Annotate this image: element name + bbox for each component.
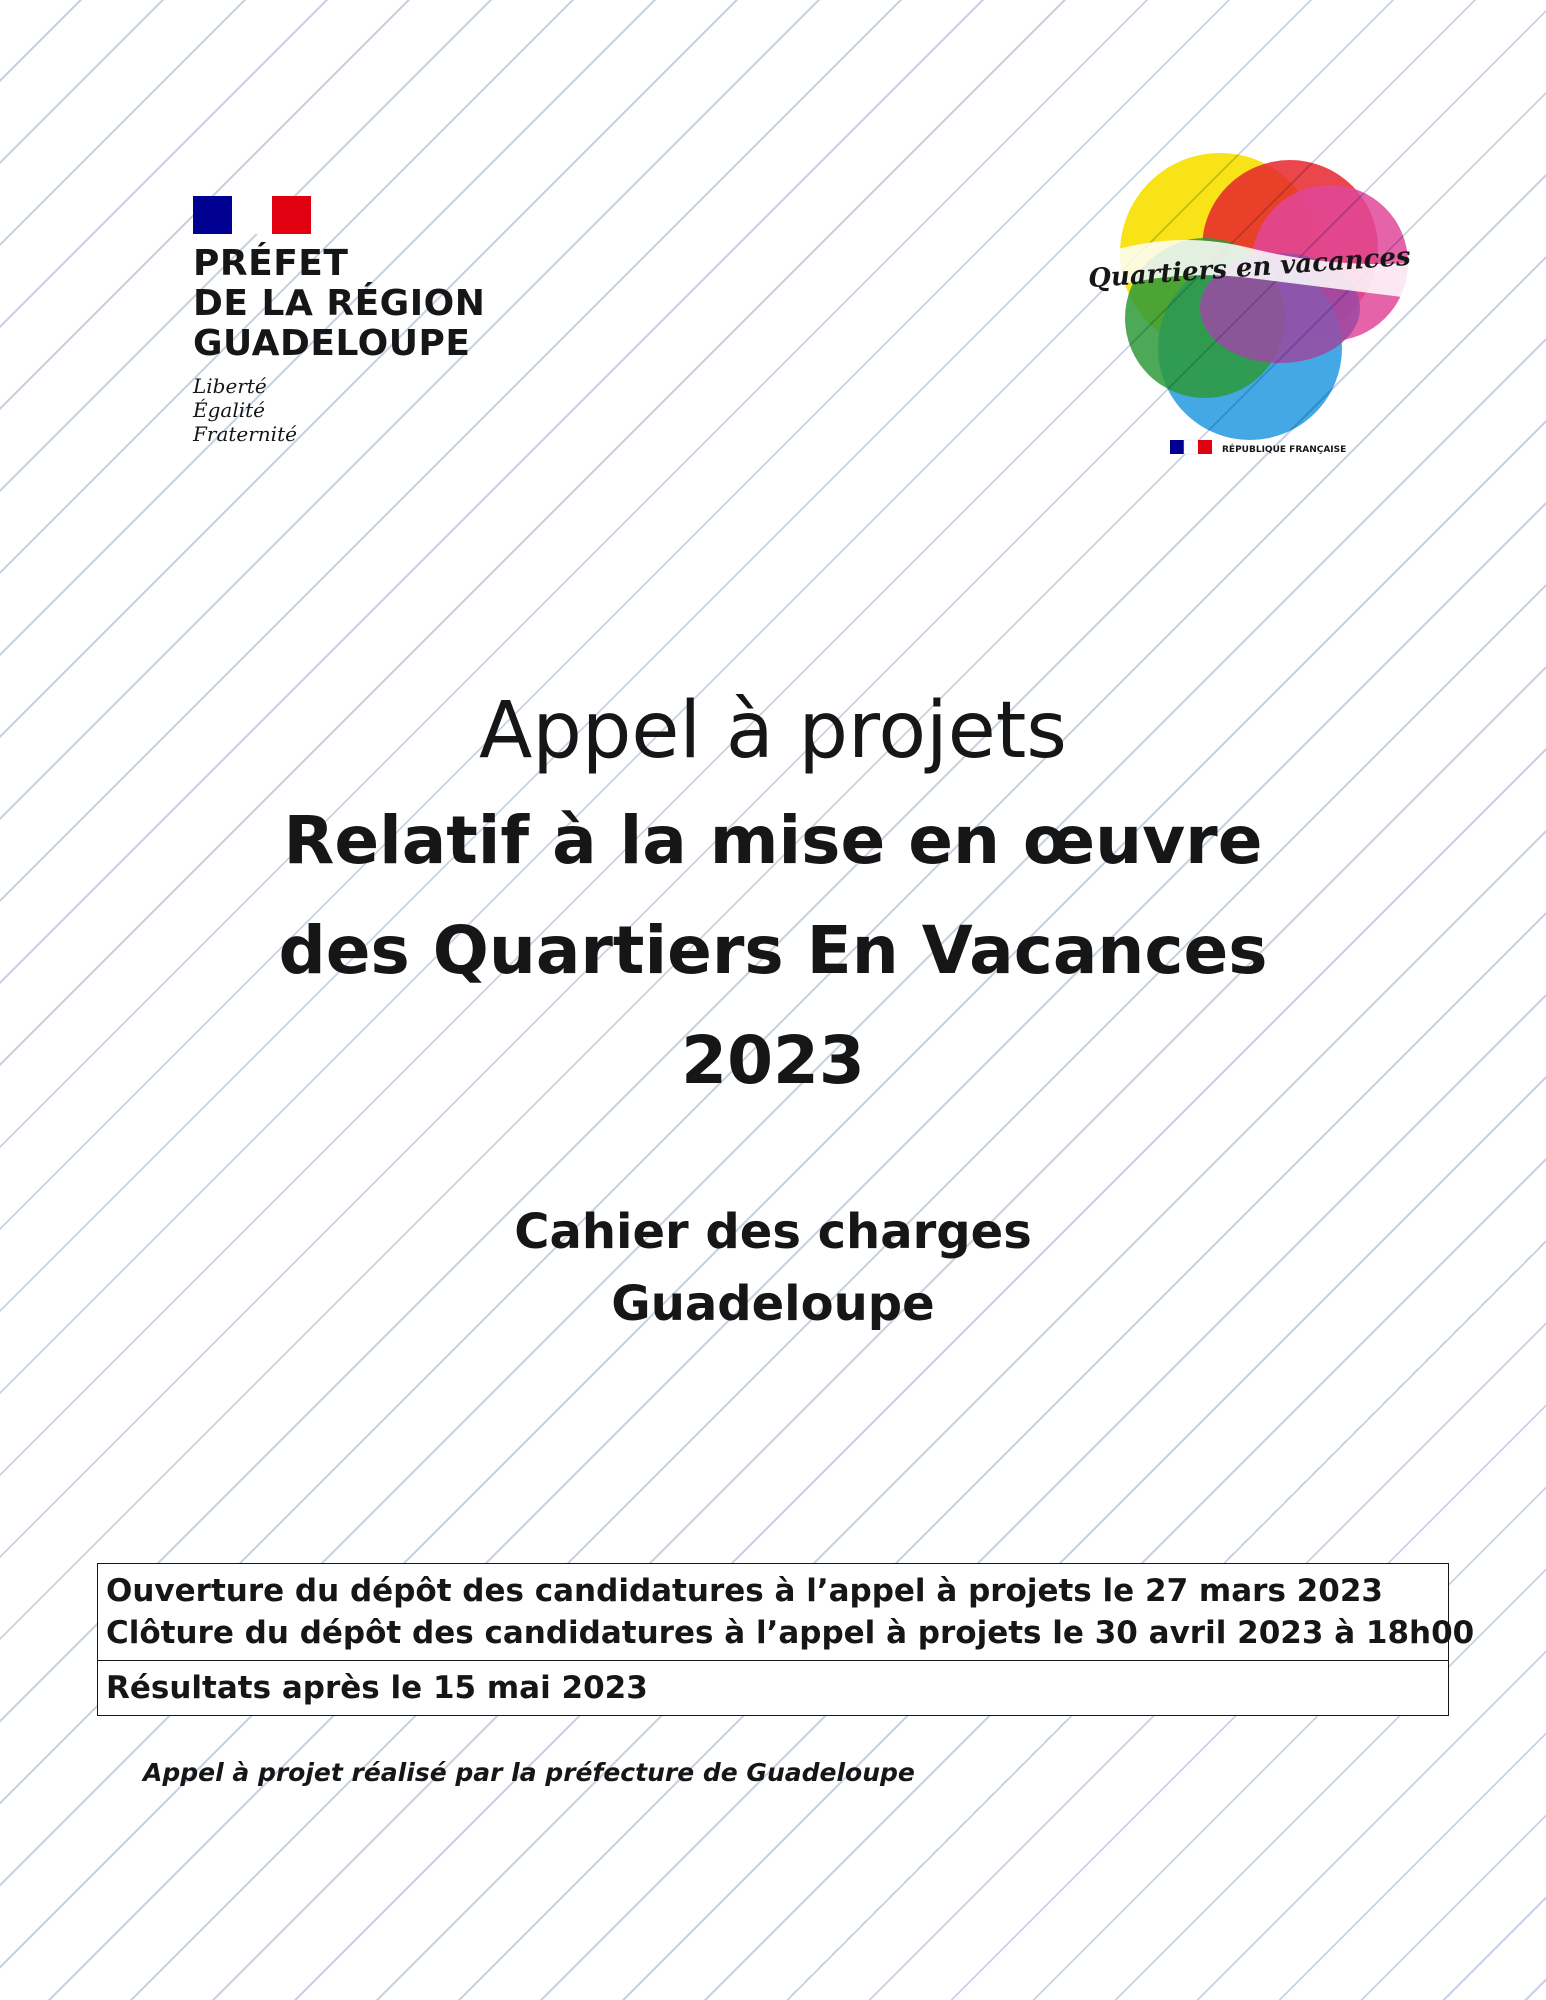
closing-date-text: Clôture du dépôt des candidatures à l’appel à projets le 30 avril 2023 à 18h00 <box>106 1615 1475 1651</box>
dates-table <box>97 1563 1475 1716</box>
title-line-4: 2023 <box>681 1022 865 1099</box>
subtitle-line-1: Cahier des charges <box>514 1204 1032 1260</box>
title-line-1: Appel à projets <box>479 686 1067 776</box>
subtitle-line-2: Guadeloupe <box>611 1276 935 1332</box>
prefet-logo <box>193 196 533 446</box>
qev-logo-text: Quartiers en vacances <box>1087 241 1412 295</box>
republique-francaise-text: RÉPUBLIQUE FRANÇAISE <box>1222 445 1347 455</box>
title-line-2: Relatif à la mise en œuvre <box>283 802 1263 879</box>
marianne-flag-icon <box>193 196 311 234</box>
dates-row-deposit <box>98 1564 1475 1660</box>
quartiers-en-vacances-logo <box>1080 138 1420 458</box>
footer-note: Appel à projet réalisé par la préfecture de Guadeloupe <box>143 1758 915 1787</box>
title-block <box>0 676 1546 1116</box>
results-date-text: Résultats après le 15 mai 2023 <box>106 1670 648 1706</box>
prefet-line: DE LA RÉGION <box>193 283 486 324</box>
prefet-line: GUADELOUPE <box>193 323 471 364</box>
subtitle-block <box>0 1196 1546 1340</box>
prefet-title <box>193 244 533 364</box>
title-line-3: des Quartiers En Vacances <box>278 912 1268 989</box>
opening-date-text: Ouverture du dépôt des candidatures à l’appel à projets le 27 mars 2023 <box>106 1573 1383 1609</box>
devise-line: Égalité <box>193 398 265 422</box>
dates-row-results <box>98 1660 1448 1715</box>
devise-line: Liberté <box>193 374 267 398</box>
devise <box>193 374 533 446</box>
prefet-line: PRÉFET <box>193 243 349 284</box>
devise-line: Fraternité <box>193 422 297 446</box>
